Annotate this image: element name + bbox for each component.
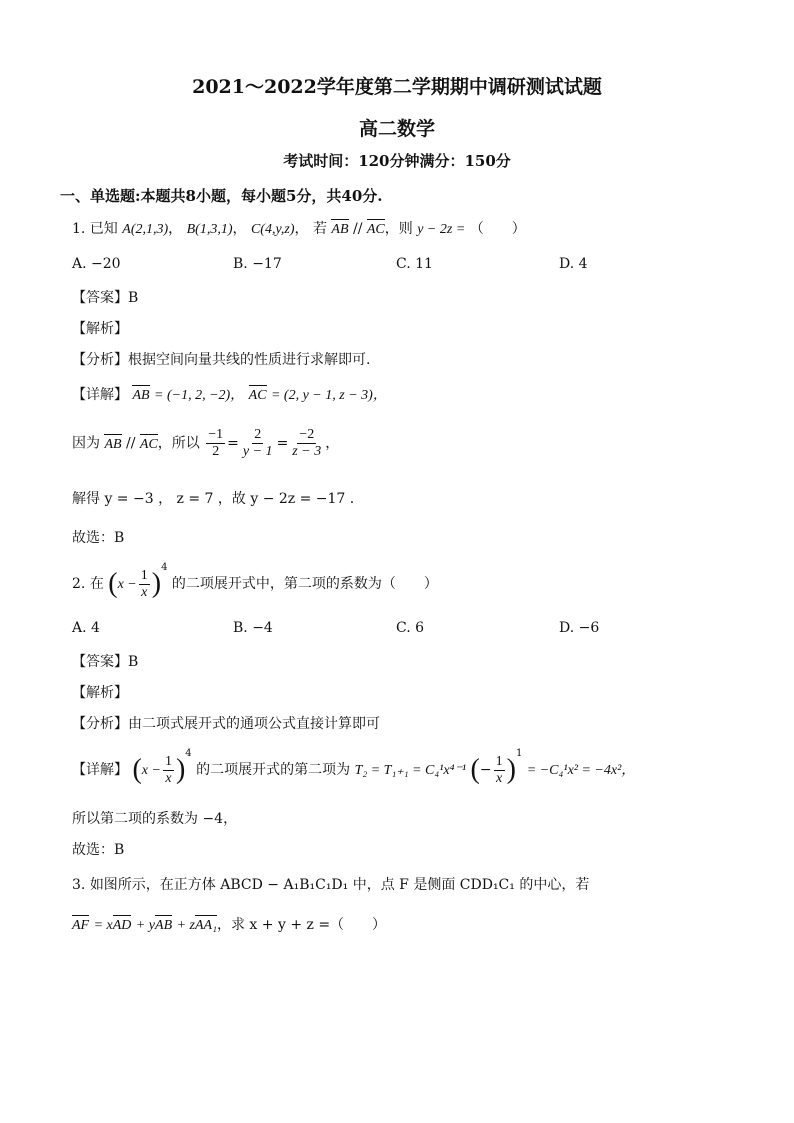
- q1-expression: y − 2z =: [417, 222, 466, 237]
- q2-detail-mid: 的二项展开式的第二项为: [196, 762, 351, 778]
- q1-because: 因为: [72, 435, 100, 452]
- q2-detail-fraction: [163, 754, 174, 787]
- q2-choose: 故选：B: [72, 842, 125, 858]
- q2-option-b: B. −4: [233, 620, 273, 636]
- q3-equation: [72, 914, 386, 934]
- q2-detail-formula: T₂ = T₁₊₁ = C₄¹x⁴⁻¹: [354, 763, 467, 778]
- q1-point-c: C(4,y,z): [250, 222, 295, 237]
- q1-prefix: 已知: [89, 221, 118, 237]
- q1-detail: [72, 384, 387, 404]
- q1-point-b: B(1,3,1): [186, 222, 233, 237]
- section-heading: 一、单选题:本题共8小题，每小题5分，共40分.: [60, 187, 383, 205]
- q2-detail-fraction-num: 1: [164, 753, 172, 769]
- q1-ratio-vector-ab: AB: [104, 436, 122, 452]
- q1-then: ，则: [384, 221, 413, 237]
- q2-answer: 【答案】B: [72, 654, 139, 670]
- q2-coef: 所以第二项的系数为 −4，: [72, 811, 238, 827]
- q2-number: 2.: [72, 576, 86, 592]
- q2-x-minus: x −: [117, 577, 137, 592]
- q2-detail-right-paren: ): [175, 754, 186, 785]
- q2-detail-fraction-den: x: [165, 770, 172, 786]
- q1-analysis-label: 【解析】: [72, 321, 128, 337]
- q2-detail-fraction-2-den: x: [496, 770, 503, 786]
- q2-fraction-num: 1: [140, 567, 148, 583]
- q2-power: 4: [161, 562, 168, 573]
- q1-option-a: A. −20: [72, 256, 121, 272]
- q2-option-a: A. 4: [72, 620, 100, 636]
- q1-number: 1.: [72, 221, 86, 237]
- q1-ratio-line: 因为 AB // AC，所以 $\frac{-1}{2}$ = $\frac{2}{y - 1}$ = $\frac{-2}{z - 3}$ ，: [72, 427, 340, 459]
- q1-fraction-3: [290, 427, 323, 460]
- q1-ratio-parallel: //: [126, 435, 136, 452]
- q1-solve: 解得 y = −3 ， z = 7 ，故 y − 2z = −17 .: [72, 491, 355, 507]
- q3-stem: [72, 874, 589, 894]
- q2-detail-tail: = −C₄¹x² = −4x²，: [526, 763, 636, 778]
- q2-fraction-den: x: [141, 584, 148, 600]
- q3-plus-z: + z: [176, 918, 195, 933]
- q2-detail-fraction-2-num: 1: [495, 753, 503, 769]
- q2-fraction: [139, 568, 150, 601]
- q1-fraction-3-den: z − 3: [292, 444, 322, 459]
- q2-detail-left-paren: (: [132, 754, 142, 785]
- q2-detail: 【详解】 (x − $\frac{1}{x}$ )$^4$ 的二项展开式的第二项为 T₂ = T₁₊₁ = C₄¹x⁴⁻¹ (− $\frac{1}{x}$ )$^1$ = −C₄¹x² = −4x²，: [72, 748, 636, 786]
- q2-stem: [72, 562, 438, 601]
- q1-detail-label: 【详解】: [72, 387, 128, 403]
- q1-fenxi: 【分析】根据空间向量共线的性质进行求解即可.: [72, 352, 371, 368]
- q1-detail-vector-ac: AC: [248, 388, 267, 403]
- q1-detail-ac-value: = (2, y − 1, z − 3)，: [270, 388, 387, 403]
- q3-vector-af: AF: [72, 918, 90, 933]
- q1-answer: 【答案】B: [72, 290, 139, 306]
- q2-detail-paren-l2: (: [470, 754, 480, 785]
- q2-analysis-label: 【解析】: [72, 685, 128, 701]
- q1-fraction-3-num: −2: [299, 427, 315, 442]
- q1-if: 若: [312, 221, 327, 237]
- q1-point-a: A(2,1,3): [122, 222, 169, 237]
- q2-option-d: D. −6: [559, 620, 600, 636]
- q1-fraction-1-num: −1: [208, 427, 224, 442]
- q3-eq-x: = x: [93, 918, 113, 933]
- q2-detail-fraction-2: [494, 754, 505, 787]
- q3-vector-aa1: AA₁: [195, 918, 217, 933]
- q2-detail-label: 【详解】: [72, 762, 128, 778]
- q1-stem: 1. 已知 A(2,1,3)， B(1,3,1)， C(4,y,z)， 若 AB // AC，则 y − 2z = （ ）: [72, 221, 526, 237]
- q1-detail-ab-value: = (−1, 2, −2)，: [154, 388, 245, 403]
- q1-parallel-sign: //: [352, 221, 363, 237]
- q1-fraction-2-den: y − 1: [242, 444, 273, 459]
- q2-left-paren: (: [108, 568, 118, 599]
- q1-fraction-2-num: 2: [254, 427, 262, 442]
- q3-plus-y: + y: [135, 918, 156, 933]
- exam-title: 2021～2022学年度第二学期期中调研测试试题: [192, 76, 602, 98]
- q1-option-d: D. 4: [559, 256, 588, 272]
- q1-option-b: B. −17: [233, 256, 282, 272]
- exam-subject: 高二数学: [358, 118, 435, 140]
- q1-fraction-2: [241, 427, 275, 460]
- q3-stem-text: 如图所示，在正方体 ABCD − A₁B₁C₁D₁ 中，点 F 是侧面 CDD₁C₁ 的中心，若: [89, 877, 590, 893]
- q1-so: ，所以: [157, 435, 200, 452]
- q2-detail-paren-r2: ): [506, 754, 516, 785]
- q2-fenxi: 【分析】由二项式展开式的通项公式直接计算即可: [72, 716, 380, 732]
- q2-suffix: 的二项展开式中，第二项的系数为（ ）: [171, 576, 438, 592]
- q2-detail-power-1: 1: [515, 748, 523, 759]
- q3-ask: ，求 x + y + z =（ ）: [216, 917, 387, 933]
- q1-option-c: C. 11: [396, 256, 433, 272]
- q1-vector-ab: AB: [331, 222, 349, 237]
- q1-fraction-1-den: 2: [212, 444, 220, 459]
- q3-vector-ab: AB: [155, 918, 173, 933]
- q2-option-c: C. 6: [396, 620, 425, 636]
- q2-detail-power: 4: [185, 748, 192, 759]
- q2-right-paren: ): [151, 568, 162, 599]
- q1-blank: （ ）: [469, 221, 526, 237]
- exam-info: 考试时间：120分钟满分：150分: [283, 152, 511, 170]
- q3-vector-ad: AD: [112, 918, 132, 933]
- q1-vector-ac: AC: [366, 222, 385, 237]
- q2-detail-x-minus: x −: [141, 763, 161, 778]
- q2-prefix: 在: [89, 576, 104, 592]
- q1-choose: 故选：B: [72, 530, 125, 546]
- q3-number: 3.: [72, 877, 86, 893]
- q1-detail-vector-ab: AB: [132, 388, 150, 403]
- q1-ratio-vector-ac: AC: [139, 436, 158, 452]
- q1-fraction-1: [206, 427, 225, 460]
